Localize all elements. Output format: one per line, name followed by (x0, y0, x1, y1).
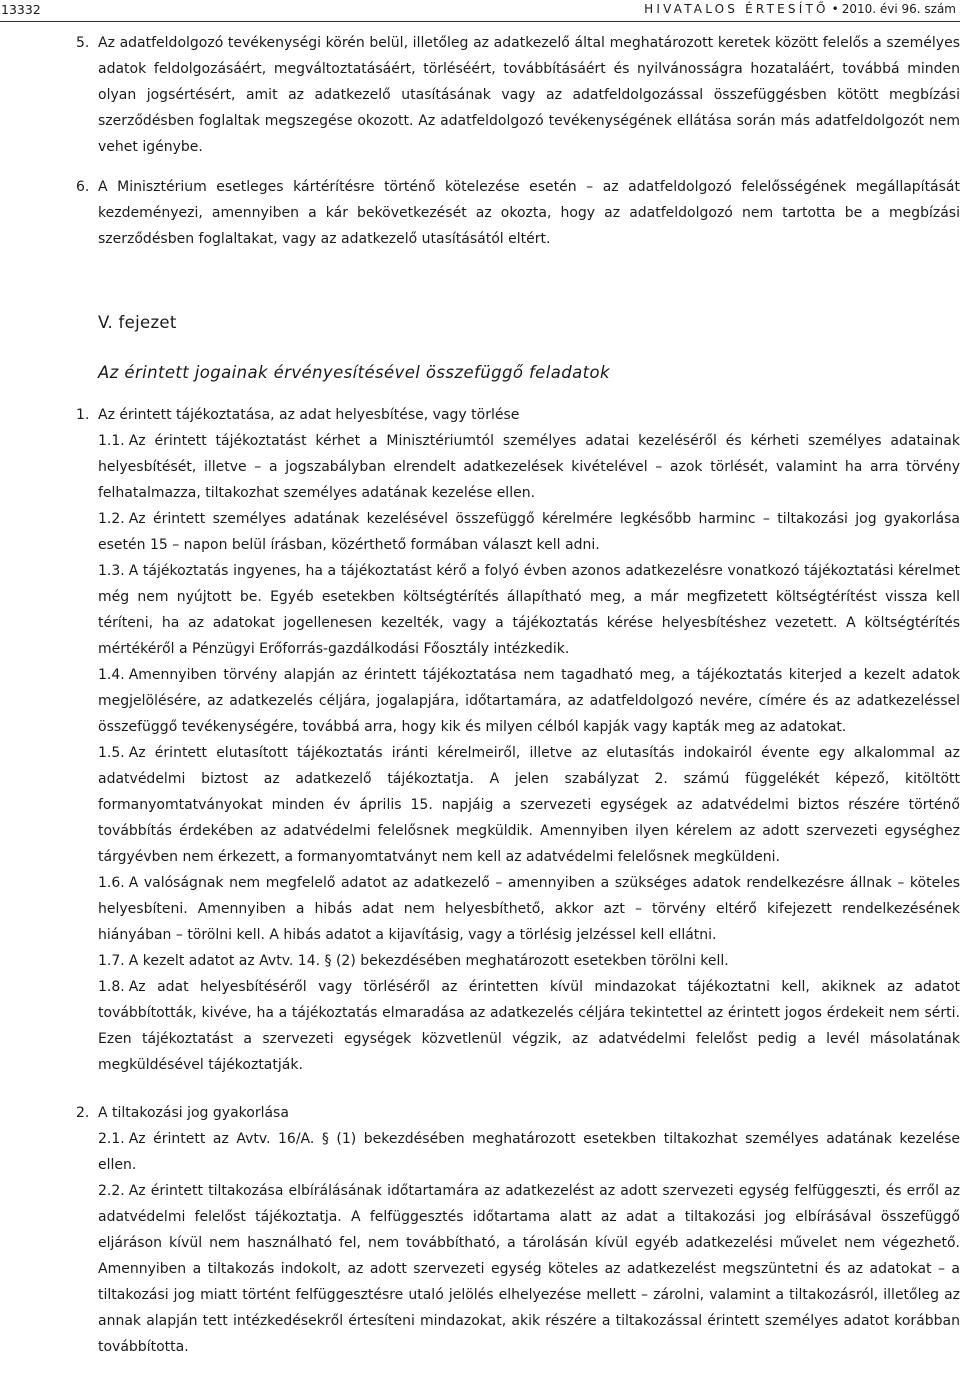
item-number: 1.1. (98, 433, 125, 449)
section-number: 1. (76, 407, 90, 423)
paragraph-number: 6. (76, 179, 90, 195)
section-title: A tiltakozási jog gyakorlása (98, 1105, 289, 1121)
paragraph-number: 5. (76, 35, 90, 51)
page-header (0, 0, 960, 22)
journal-name: HIVATALOS ÉRTESÍTŐ (644, 2, 829, 16)
item-text: A kezelt adatot az Avtv. 14. § (2) bekezdésében meghatározott esetekben törölni kell. (128, 953, 729, 969)
chapter-title: Az érintett jogainak érvényesítésével összefüggő feladatok (98, 363, 610, 382)
section-2-heading (0, 1100, 960, 1126)
item-text: A tájékoztatás ingyenes, ha a tájékoztatást kérő a folyó évben azonos adatkezelésre vonatkozó tájékoztatási kérelmet még nem nyújtott be. Egyéb esetekben költségtérítés állapítható meg, a már megfizetett költségtérítést vissza kell téríteni, ha az adatokat jogellenesen kezelték, vagy a tájékoztatás kérése helyesbítéshez vezetett. A költségtérítés mértékéről a Pénzügyi Erőforrás-gazdálkodási Főosztály intézkedik. (98, 563, 960, 657)
separator-dot: • (831, 2, 839, 16)
item-number: 2.1. (98, 1131, 125, 1147)
item-number: 1.2. (98, 511, 125, 527)
list-item (0, 662, 960, 740)
section-title: Az érintett tájékoztatása, az adat helyesbítése, vagy törlése (98, 407, 520, 423)
item-number: 1.6. (98, 875, 125, 891)
list-item (0, 948, 960, 974)
header-rule (0, 21, 960, 22)
paragraph-6 (0, 174, 960, 252)
item-number: 1.7. (98, 953, 125, 969)
item-text: Amennyiben törvény alapján az érintett tájékoztatása nem tagadható meg, a tájékoztatás kiterjed a kezelt adatok megjelölésére, az adatkezelés céljára, jogalapjára, időtartamára, az adatfeldolgozó nevére, címére és az adatkezeléssel összefüggő tevékenységére, továbbá arra, hogy kik és milyen célból kapják vagy kapták meg az adatokat. (98, 667, 960, 735)
paragraph-5 (0, 30, 960, 160)
item-number: 1.8. (98, 979, 125, 995)
running-head (644, 2, 956, 16)
list-item (0, 1126, 960, 1178)
item-number: 2.2. (98, 1183, 125, 1199)
list-item (0, 1178, 960, 1360)
item-text: Az érintett az Avtv. 16/A. § (1) bekezdésében meghatározott esetekben tiltakozhat személyes adatának kezelése ellen. (98, 1131, 960, 1173)
page-number: 13332 (1, 2, 41, 17)
item-text: Az érintett személyes adatának kezelésével összefüggő kérelmére legkésőbb harminc – tiltakozási jog gyakorlása esetén 15 – napon belül írásban, közérthető formában választ kell adni. (98, 511, 960, 553)
item-number: 1.5. (98, 745, 125, 761)
item-text: Az érintett tájékoztatást kérhet a Minisztériumtól személyes adatai kezeléséről és kérheti személyes adatainak helyesbítését, illetve – a jogszabályban elrendelt adatkezelések kivételével – azok törlését, valamint ha arra törvény felhatalmazza, tiltakozhat személyes adatának kezelése ellen. (98, 433, 960, 501)
list-item (0, 558, 960, 662)
list-item (0, 870, 960, 948)
item-number: 1.3. (98, 563, 125, 579)
item-text: A valóságnak nem megfelelő adatot az adatkezelő – amennyiben a szükséges adatok rendelkezésre állnak – köteles helyesbíteni. Amennyiben a hibás adat nem helyesbíthető, akkor azt – törvény eltérő kifejezett rendelkezésének hiányában – törölni kell. A hibás adatot a kijavításig, vagy a törlésig jelzéssel kell ellátni. (98, 875, 960, 943)
list-item (0, 740, 960, 870)
list-item (0, 974, 960, 1078)
item-number: 1.4. (98, 667, 125, 683)
section-number: 2. (76, 1105, 90, 1121)
issue-label: 2010. évi 96. szám (841, 2, 956, 16)
paragraph-text: A Minisztérium esetleges kártérítésre történő kötelezése esetén – az adatfeldolgozó felelősségének megállapítását kezdeményezi, amennyiben a kár bekövetkezését az okozta, hogy az adatfeldolgozó nem tartotta be a megbízási szerződésben foglaltakat, vagy az adatkezelő utasításától eltért. (98, 179, 960, 247)
chapter-label: V. fejezet (98, 313, 177, 332)
item-text: Az érintett tiltakozása elbírálásának időtartamára az adatkezelést az adott szervezeti egység felfüggeszti, és erről az adatvédelmi felelőst tájékoztatja. A felfüggesztés időtartama alatt az adat a tiltakozási jog elbírásával összefüggő eljáráson kívül nem használható fel, nem továbbítható, a tárolásán kívül egyéb adatkezelési művelet nem végezhető. Amennyiben a tiltakozás indokolt, az adott szervezeti egység köteles az adatkezelést megszüntetni és az adatokat – a tiltakozási jog miatt történt felfüggesztésre utaló jelölés elhelyezése mellett – zárolni, valamint a tiltakozásról, illetőleg az annak alapján tett intézkedésekről értesíteni mindazokat, akik részére a tiltakozással érintett személyes adatot korábban továbbította. (98, 1183, 960, 1355)
list-item (0, 428, 960, 506)
item-text: Az érintett elutasított tájékoztatás iránti kérelmeiről, illetve az elutasítás indokairól évente egy alkalommal az adatvédelmi biztost az adatkezelő tájékoztatja. A jelen szabályzat 2. számú függelékét képező, kitöltött formanyomtatványokat minden év április 15. napjáig a szervezeti egységek az adatvédelmi biztos részére történő továbbítás érdekében az adatvédelmi felelősnek megküldik. Amennyiben ilyen kérelem az adott szervezeti egységhez tárgyévben nem érkezett, a formanyomtatványt nem kell az adatvédelmi felelősnek megküldeni. (98, 745, 960, 865)
list-item (0, 506, 960, 558)
page-body (0, 30, 960, 1360)
section-1-heading (0, 402, 960, 428)
section-2-items (0, 1126, 960, 1360)
section-1-items (0, 428, 960, 1078)
item-text: Az adat helyesbítéséről vagy törléséről az érintetten kívül mindazokat tájékoztatni kell, akiknek az adatot továbbították, kivéve, ha a tájékoztatás elmaradása az adatkezelés céljára tekintettel az érintett jogos érdekeit nem sérti. Ezen tájékoztatást a szervezeti egységek közvetlenül végzik, az adatvédelmi felelőst pedig a levél másolatának megküldésével tájékoztatják. (98, 979, 960, 1073)
paragraph-text: Az adatfeldolgozó tevékenységi körén belül, illetőleg az adatkezelő által meghatározott keretek között felelős a személyes adatok feldolgozásáért, megváltoztatásáért, törléséért, továbbításáért és nyilvánosságra hozataláért, továbbá minden olyan jogsértésért, amit az adatkezelő utasításának vagy az adatfeldolgozással összefüggésben kötött megbízási szerződésben foglaltak megszegése okozott. Az adatfeldolgozó tevékenységének ellátása során más adatfeldolgozót nem vehet igénybe. (98, 35, 960, 155)
